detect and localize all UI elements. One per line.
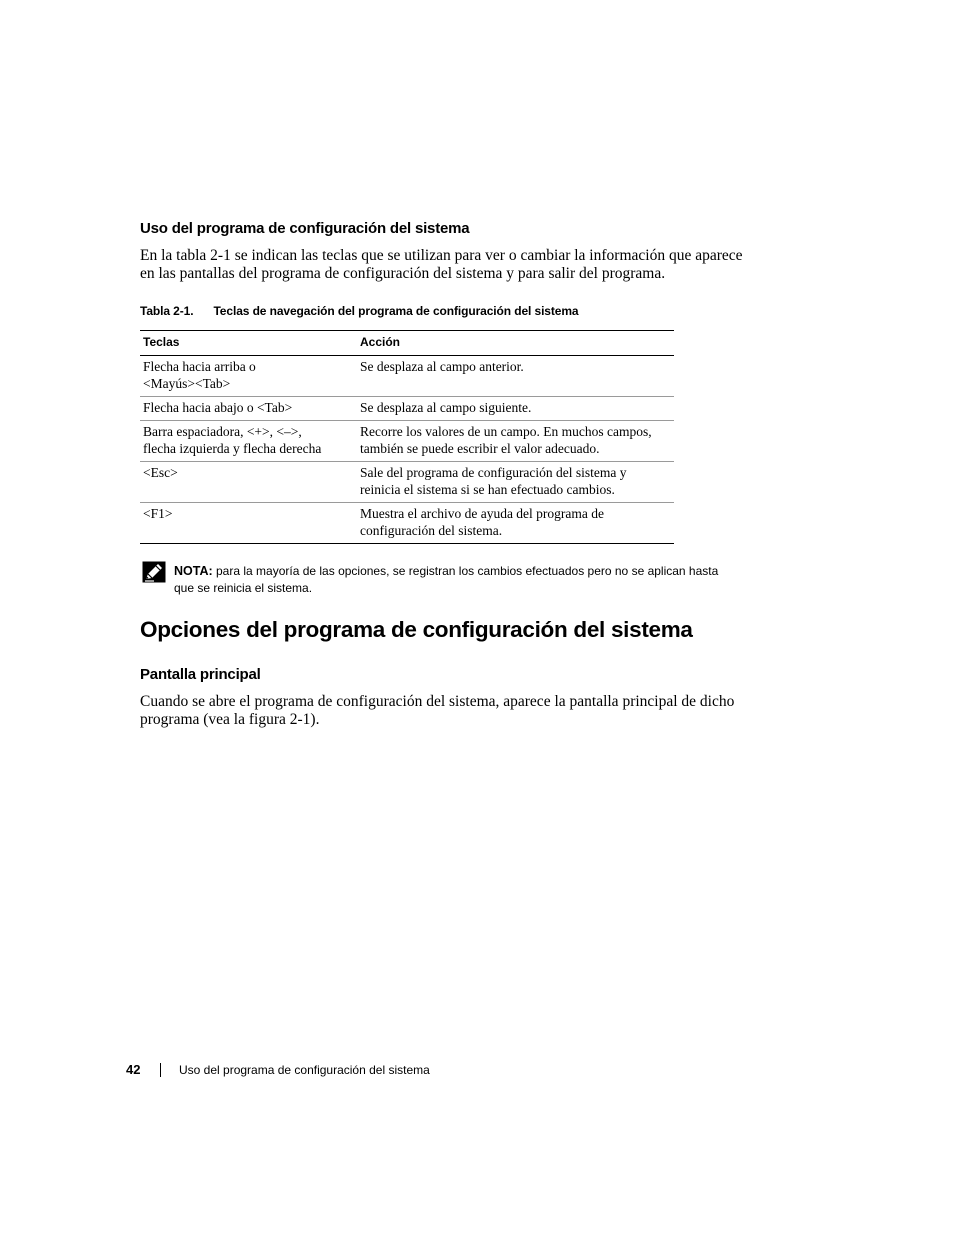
cell-line: flecha izquierda y flecha derecha bbox=[143, 441, 322, 456]
table-row bbox=[140, 462, 674, 503]
intro-line: En la tabla 2-1 se indican las teclas que se utilizan para ver o cambiar la información que aparece bbox=[140, 247, 743, 264]
note-line1: para la mayoría de las opciones, se registran los cambios efectuados pero no se aplican hasta bbox=[216, 564, 719, 578]
paragraph-line: Cuando se abre el programa de configuración del sistema, aparece la pantalla principal de dicho bbox=[140, 693, 735, 710]
table-caption-title: Teclas de navegación del programa de configuración del sistema bbox=[213, 304, 579, 318]
action-cell bbox=[357, 421, 674, 462]
key-cell bbox=[140, 356, 357, 397]
cell-line: Se desplaza al campo siguiente. bbox=[360, 400, 532, 415]
cell-line: reinicia el sistema si se han efectuado cambios. bbox=[360, 482, 615, 497]
header-accion: Acción bbox=[357, 331, 674, 356]
cell-line: <F1> bbox=[143, 506, 173, 521]
table-caption bbox=[140, 304, 579, 318]
keys-table bbox=[140, 330, 674, 544]
footer-title: Uso del programa de configuración del sistema bbox=[179, 1063, 430, 1077]
note-text bbox=[174, 563, 774, 597]
intro-line: en las pantallas del programa de configuración del sistema y para salir del programa. bbox=[140, 265, 666, 282]
options-paragraph bbox=[140, 693, 840, 729]
cell-line: Flecha hacia arriba o bbox=[143, 359, 256, 374]
cell-line: Recorre los valores de un campo. En muchos campos, bbox=[360, 424, 652, 439]
action-cell bbox=[357, 462, 674, 503]
action-cell bbox=[357, 397, 674, 421]
table-row bbox=[140, 421, 674, 462]
action-cell bbox=[357, 503, 674, 544]
cell-line: Muestra el archivo de ayuda del programa de bbox=[360, 506, 605, 521]
cell-line: configuración del sistema. bbox=[360, 523, 503, 538]
footer-divider bbox=[160, 1063, 161, 1077]
note-line2: que se reinicia el sistema. bbox=[174, 581, 313, 595]
sub-heading: Pantalla principal bbox=[140, 666, 261, 683]
table-header-row bbox=[140, 331, 674, 356]
paragraph-line: programa (vea la figura 2-1). bbox=[140, 711, 320, 728]
key-cell bbox=[140, 421, 357, 462]
header-teclas: Teclas bbox=[140, 331, 357, 356]
action-cell bbox=[357, 356, 674, 397]
table-row bbox=[140, 356, 674, 397]
key-cell bbox=[140, 503, 357, 544]
section-heading: Uso del programa de configuración del sistema bbox=[140, 220, 470, 237]
note-line bbox=[174, 563, 774, 580]
intro-paragraph bbox=[140, 247, 840, 283]
cell-line: Barra espaciadora, <+>, <–>, bbox=[143, 424, 302, 439]
cell-line: también se puede escribir el valor adecuado. bbox=[360, 441, 600, 456]
key-cell bbox=[140, 397, 357, 421]
pencil-note-icon bbox=[142, 561, 166, 583]
cell-line: <Mayús><Tab> bbox=[143, 376, 231, 391]
note-label: NOTA: bbox=[174, 564, 213, 578]
cell-line: Flecha hacia abajo o <Tab> bbox=[143, 400, 293, 415]
options-heading: Opciones del programa de configuración del sistema bbox=[140, 617, 693, 642]
cell-line: Se desplaza al campo anterior. bbox=[360, 359, 524, 374]
table-row bbox=[140, 503, 674, 544]
table-row bbox=[140, 397, 674, 421]
cell-line: <Esc> bbox=[143, 465, 178, 480]
table-caption-label: Tabla 2-1. bbox=[140, 304, 194, 318]
page-number: 42 bbox=[126, 1062, 141, 1077]
key-cell bbox=[140, 462, 357, 503]
cell-line: Sale del programa de configuración del sistema y bbox=[360, 465, 627, 480]
